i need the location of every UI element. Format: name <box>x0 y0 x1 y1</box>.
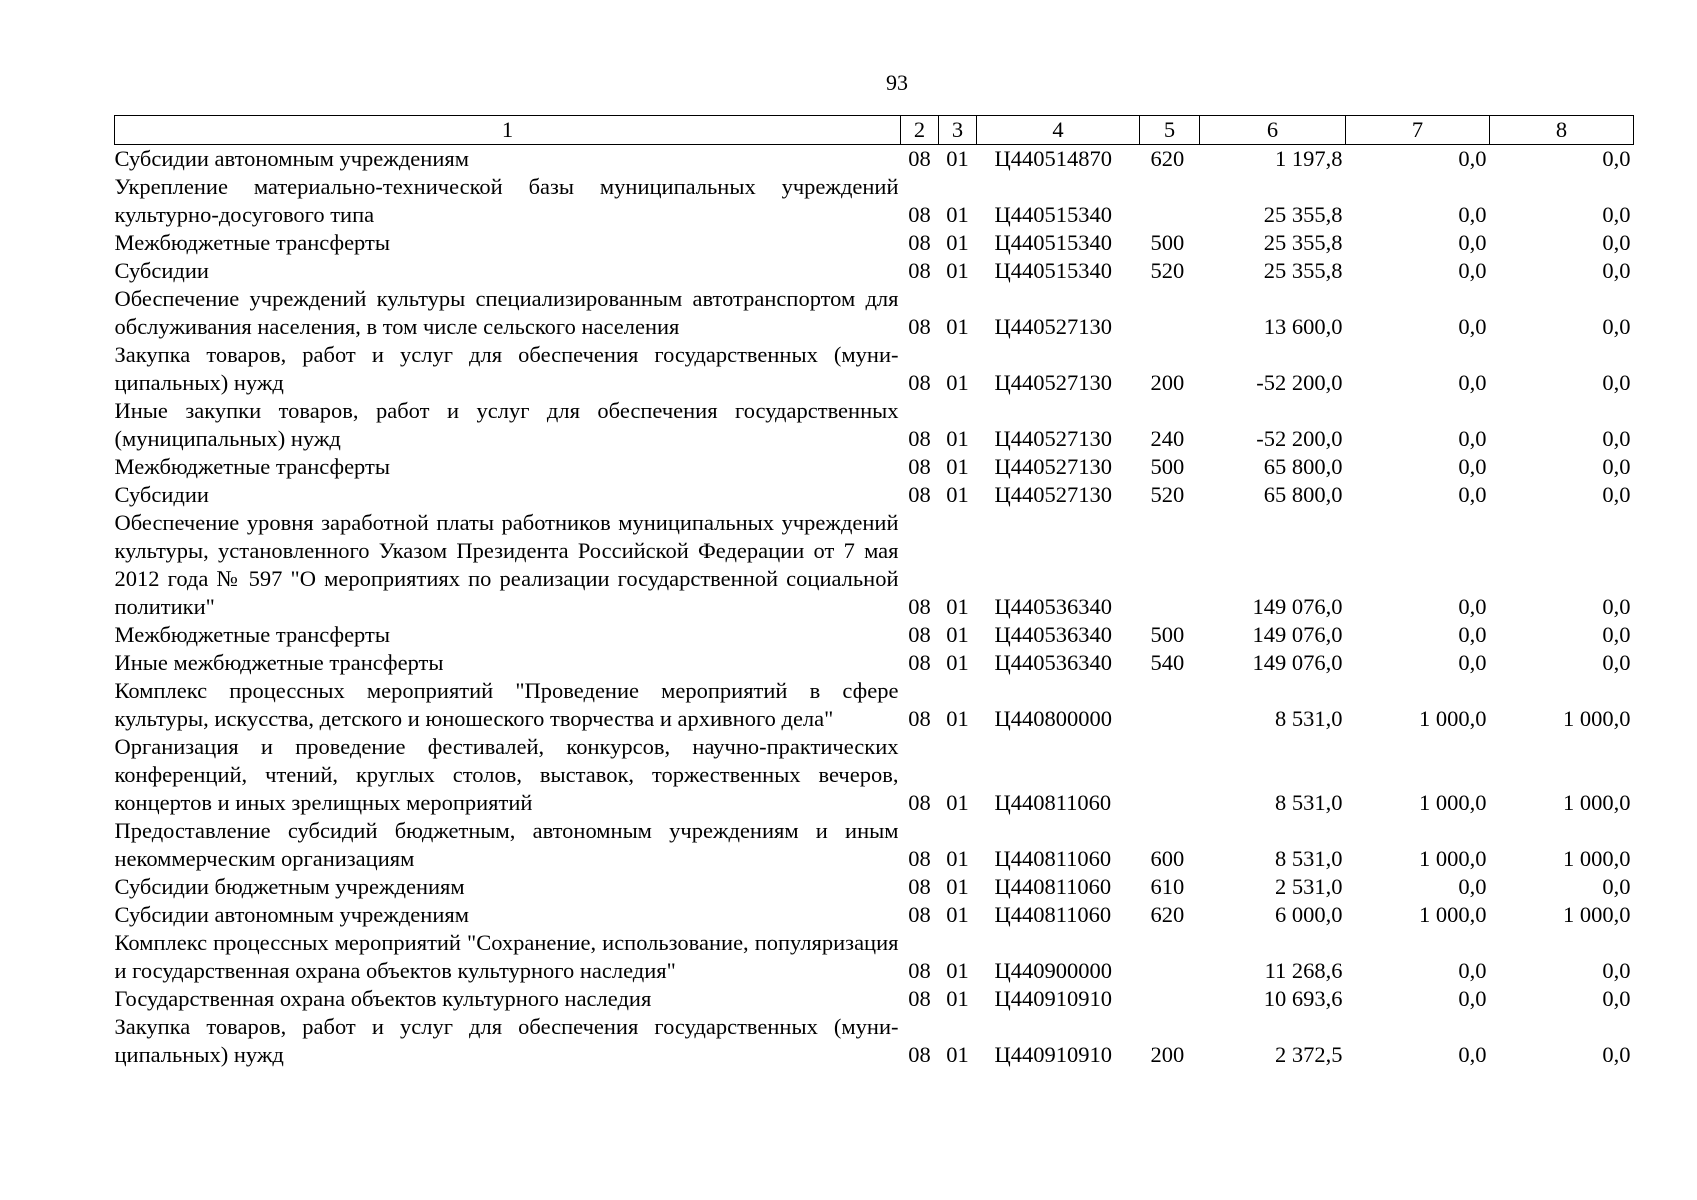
amount-col-7: 0,0 <box>1458 314 1487 339</box>
amount-col-7: 0,0 <box>1458 594 1487 619</box>
row-name: Комплекс процессных мероприятий "Сохранение, использование, популяризация и государственная охрана объектов культурного наследия" <box>114 930 899 983</box>
row-name: Межбюджетные трансферты <box>114 230 390 255</box>
budget-table <box>114 115 1634 1069</box>
amount-col-8: 0,0 <box>1602 314 1631 339</box>
target-article-code: Ц440910910 <box>994 986 1112 1011</box>
table-body <box>115 145 1634 1070</box>
subsection-code: 01 <box>946 790 969 815</box>
row-name: Межбюджетные трансферты <box>114 622 390 647</box>
expense-type-code <box>1140 677 1200 733</box>
amount-col-8: 0,0 <box>1602 482 1631 507</box>
amount-col-8: 0,0 <box>1602 958 1631 983</box>
section-code: 08 <box>908 790 931 815</box>
expense-type-code: 200 <box>1150 370 1185 395</box>
target-article-code: Ц440515340 <box>994 202 1112 227</box>
amount-col-6: 6 000,0 <box>1275 902 1343 927</box>
section-code: 08 <box>908 650 931 675</box>
target-article-code: Ц440527130 <box>994 454 1112 479</box>
subsection-code: 01 <box>946 258 969 283</box>
section-code: 08 <box>908 426 931 451</box>
amount-col-8: 0,0 <box>1602 230 1631 255</box>
subsection-code: 01 <box>946 846 969 871</box>
target-article-code: Ц440900000 <box>994 958 1112 983</box>
header-row <box>115 116 1634 145</box>
target-article-code: Ц440515340 <box>994 258 1112 283</box>
amount-col-8: 0,0 <box>1602 454 1631 479</box>
table-row <box>115 649 1634 677</box>
subsection-code: 01 <box>946 594 969 619</box>
page-number: 93 <box>886 70 908 95</box>
expense-type-code: 200 <box>1150 1042 1185 1067</box>
section-code: 08 <box>908 958 931 983</box>
column-header: 8 <box>1490 116 1634 145</box>
row-name: Организация и проведение фестивалей, конкурсов, научно-практических конференций, чтений, круглых столов, выставок, торжественных вечеров, концертов и иных зрелищных мероприятий <box>114 734 899 815</box>
amount-col-8: 0,0 <box>1602 650 1631 675</box>
section-code: 08 <box>908 986 931 1011</box>
amount-col-6: 2 531,0 <box>1275 874 1343 899</box>
row-name: Субсидии <box>114 482 209 507</box>
amount-col-8: 0,0 <box>1602 370 1631 395</box>
target-article-code: Ц440536340 <box>994 650 1112 675</box>
row-name: Иные закупки товаров, работ и услуг для обеспечения государственных (муниципальных) нужд <box>114 398 899 451</box>
amount-col-7: 0,0 <box>1458 370 1487 395</box>
amount-col-7: 0,0 <box>1458 986 1487 1011</box>
amount-col-7: 0,0 <box>1458 258 1487 283</box>
subsection-code: 01 <box>946 230 969 255</box>
target-article-code: Ц440515340 <box>994 230 1112 255</box>
expense-type-code <box>1140 733 1200 817</box>
target-article-code: Ц440514870 <box>994 146 1112 171</box>
table-row <box>115 621 1634 649</box>
section-code: 08 <box>908 314 931 339</box>
expense-type-code: 500 <box>1150 622 1185 647</box>
row-name: Иные межбюджетные трансферты <box>114 650 444 675</box>
column-header: 6 <box>1200 116 1346 145</box>
amount-col-8: 0,0 <box>1602 594 1631 619</box>
row-name: Предоставление субсидий бюджетным, автономным учреждениям и иным некоммерческим организациям <box>114 818 899 871</box>
amount-col-8: 0,0 <box>1602 146 1631 171</box>
row-name: Субсидии <box>114 258 209 283</box>
target-article-code: Ц440527130 <box>994 426 1112 451</box>
amount-col-6: 10 693,6 <box>1263 986 1343 1011</box>
table-row <box>115 929 1634 985</box>
amount-col-8: 0,0 <box>1602 1042 1631 1067</box>
amount-col-6: 11 268,6 <box>1264 958 1343 983</box>
amount-col-7: 0,0 <box>1458 454 1487 479</box>
row-name: Обеспечение учреждений культуры специализированным автотранспортом для обслуживания населения, в том числе сельского населения <box>114 286 899 339</box>
section-code: 08 <box>908 594 931 619</box>
row-name: Комплекс процессных мероприятий "Проведение мероприятий в сфере культуры, искусства, детского и юношеского творчества и архивного дела" <box>114 678 899 731</box>
amount-col-8: 0,0 <box>1602 622 1631 647</box>
amount-col-6: 149 076,0 <box>1252 594 1343 619</box>
amount-col-7: 0,0 <box>1458 146 1487 171</box>
amount-col-7: 1 000,0 <box>1419 902 1487 927</box>
section-code: 08 <box>908 1042 931 1067</box>
target-article-code: Ц440811060 <box>994 874 1112 899</box>
column-header: 5 <box>1140 116 1200 145</box>
expense-type-code <box>1140 929 1200 985</box>
amount-col-7: 0,0 <box>1458 650 1487 675</box>
section-code: 08 <box>908 146 931 171</box>
expense-type-code: 600 <box>1150 846 1185 871</box>
section-code: 08 <box>908 874 931 899</box>
subsection-code: 01 <box>946 650 969 675</box>
amount-col-7: 0,0 <box>1458 426 1487 451</box>
amount-col-8: 0,0 <box>1602 202 1631 227</box>
amount-col-6: 8 531,0 <box>1275 790 1343 815</box>
row-name: Обеспечение уровня заработной платы работников муниципальных учреждений культуры, установленного Указом Президента Российской Федерации от 7 мая 2012 года № 597 "О мероприятиях по реализации государственной социальной политики" <box>114 510 899 619</box>
amount-col-7: 0,0 <box>1458 230 1487 255</box>
amount-col-7: 0,0 <box>1458 622 1487 647</box>
amount-col-8: 0,0 <box>1602 874 1631 899</box>
target-article-code: Ц440811060 <box>994 846 1112 871</box>
amount-col-6: 65 800,0 <box>1263 482 1343 507</box>
expense-type-code: 520 <box>1150 482 1185 507</box>
amount-col-7: 1 000,0 <box>1419 706 1487 731</box>
target-article-code: Ц440910910 <box>994 1042 1112 1067</box>
subsection-code: 01 <box>946 1042 969 1067</box>
amount-col-7: 0,0 <box>1458 958 1487 983</box>
amount-col-6: 8 531,0 <box>1275 706 1343 731</box>
subsection-code: 01 <box>946 370 969 395</box>
row-name: Закупка товаров, работ и услуг для обеспечения государственных (муниципальных) нужд <box>114 1014 899 1067</box>
section-code: 08 <box>908 230 931 255</box>
row-name: Закупка товаров, работ и услуг для обеспечения государственных (муниципальных) нужд <box>114 342 899 395</box>
amount-col-8: 1 000,0 <box>1563 902 1631 927</box>
subsection-code: 01 <box>946 426 969 451</box>
table-row <box>115 509 1634 621</box>
table-row <box>115 453 1634 481</box>
amount-col-6: 25 355,8 <box>1263 230 1343 255</box>
subsection-code: 01 <box>946 874 969 899</box>
subsection-code: 01 <box>946 622 969 647</box>
expense-type-code: 620 <box>1150 902 1185 927</box>
column-header: 7 <box>1346 116 1490 145</box>
expense-type-code: 620 <box>1150 146 1185 171</box>
amount-col-7: 1 000,0 <box>1419 846 1487 871</box>
table-row <box>115 145 1634 174</box>
amount-col-6: 25 355,8 <box>1263 202 1343 227</box>
amount-col-6: 13 600,0 <box>1263 314 1343 339</box>
row-name: Укрепление материально-технической базы муниципальных учреждений культурно-досугового типа <box>114 174 899 227</box>
amount-col-7: 0,0 <box>1458 482 1487 507</box>
row-name: Субсидии бюджетным учреждениям <box>114 874 465 899</box>
amount-col-6: 149 076,0 <box>1252 650 1343 675</box>
subsection-code: 01 <box>946 482 969 507</box>
amount-col-7: 1 000,0 <box>1419 790 1487 815</box>
section-code: 08 <box>908 622 931 647</box>
amount-col-8: 0,0 <box>1602 986 1631 1011</box>
table-row <box>115 1013 1634 1069</box>
amount-col-8: 0,0 <box>1602 258 1631 283</box>
table-row <box>115 677 1634 733</box>
amount-col-6: 149 076,0 <box>1252 622 1343 647</box>
amount-col-6: 8 531,0 <box>1275 846 1343 871</box>
subsection-code: 01 <box>946 706 969 731</box>
expense-type-code: 500 <box>1150 454 1185 479</box>
expense-type-code: 520 <box>1150 258 1185 283</box>
amount-col-7: 0,0 <box>1458 1042 1487 1067</box>
row-name: Субсидии автономным учреждениям <box>114 146 469 171</box>
target-article-code: Ц440527130 <box>994 370 1112 395</box>
subsection-code: 01 <box>946 314 969 339</box>
amount-col-7: 0,0 <box>1458 202 1487 227</box>
table-row <box>115 985 1634 1013</box>
expense-type-code <box>1140 509 1200 621</box>
table-row <box>115 901 1634 929</box>
target-article-code: Ц440800000 <box>994 706 1112 731</box>
target-article-code: Ц440527130 <box>994 314 1112 339</box>
table-row <box>115 173 1634 229</box>
table-row <box>115 817 1634 873</box>
section-code: 08 <box>908 258 931 283</box>
target-article-code: Ц440536340 <box>994 594 1112 619</box>
section-code: 08 <box>908 706 931 731</box>
expense-type-code: 500 <box>1150 230 1185 255</box>
section-code: 08 <box>908 370 931 395</box>
subsection-code: 01 <box>946 146 969 171</box>
column-header: 1 <box>115 116 901 145</box>
table-row <box>115 397 1634 453</box>
amount-col-7: 0,0 <box>1458 874 1487 899</box>
target-article-code: Ц440811060 <box>994 902 1112 927</box>
section-code: 08 <box>908 902 931 927</box>
expense-type-code: 610 <box>1150 874 1185 899</box>
section-code: 08 <box>908 202 931 227</box>
target-article-code: Ц440536340 <box>994 622 1112 647</box>
amount-col-8: 1 000,0 <box>1563 706 1631 731</box>
amount-col-6: 2 372,5 <box>1275 1042 1343 1067</box>
amount-col-6: 1 197,8 <box>1275 146 1343 171</box>
expense-type-code <box>1140 985 1200 1013</box>
subsection-code: 01 <box>946 958 969 983</box>
target-article-code: Ц440527130 <box>994 482 1112 507</box>
table-row <box>115 229 1634 257</box>
row-name: Субсидии автономным учреждениям <box>114 902 469 927</box>
section-code: 08 <box>908 454 931 479</box>
expense-type-code <box>1140 173 1200 229</box>
row-name: Межбюджетные трансферты <box>114 454 390 479</box>
column-header: 3 <box>939 116 977 145</box>
amount-col-8: 1 000,0 <box>1563 790 1631 815</box>
expense-type-code <box>1140 285 1200 341</box>
subsection-code: 01 <box>946 902 969 927</box>
amount-col-8: 0,0 <box>1602 426 1631 451</box>
amount-col-8: 1 000,0 <box>1563 846 1631 871</box>
expense-type-code: 240 <box>1150 426 1185 451</box>
table-row <box>115 341 1634 397</box>
subsection-code: 01 <box>946 202 969 227</box>
table-row <box>115 733 1634 817</box>
target-article-code: Ц440811060 <box>994 790 1112 815</box>
table-row <box>115 285 1634 341</box>
section-code: 08 <box>908 846 931 871</box>
amount-col-6: 65 800,0 <box>1263 454 1343 479</box>
row-name: Государственная охрана объектов культурного наследия <box>114 986 652 1011</box>
amount-col-6: -52 200,0 <box>1256 370 1343 395</box>
subsection-code: 01 <box>946 986 969 1011</box>
column-header: 2 <box>901 116 939 145</box>
amount-col-6: 25 355,8 <box>1263 258 1343 283</box>
table-row <box>115 257 1634 285</box>
column-header: 4 <box>977 116 1140 145</box>
amount-col-6: -52 200,0 <box>1256 426 1343 451</box>
expense-type-code: 540 <box>1150 650 1185 675</box>
table-row <box>115 481 1634 509</box>
table-row <box>115 873 1634 901</box>
section-code: 08 <box>908 482 931 507</box>
subsection-code: 01 <box>946 454 969 479</box>
